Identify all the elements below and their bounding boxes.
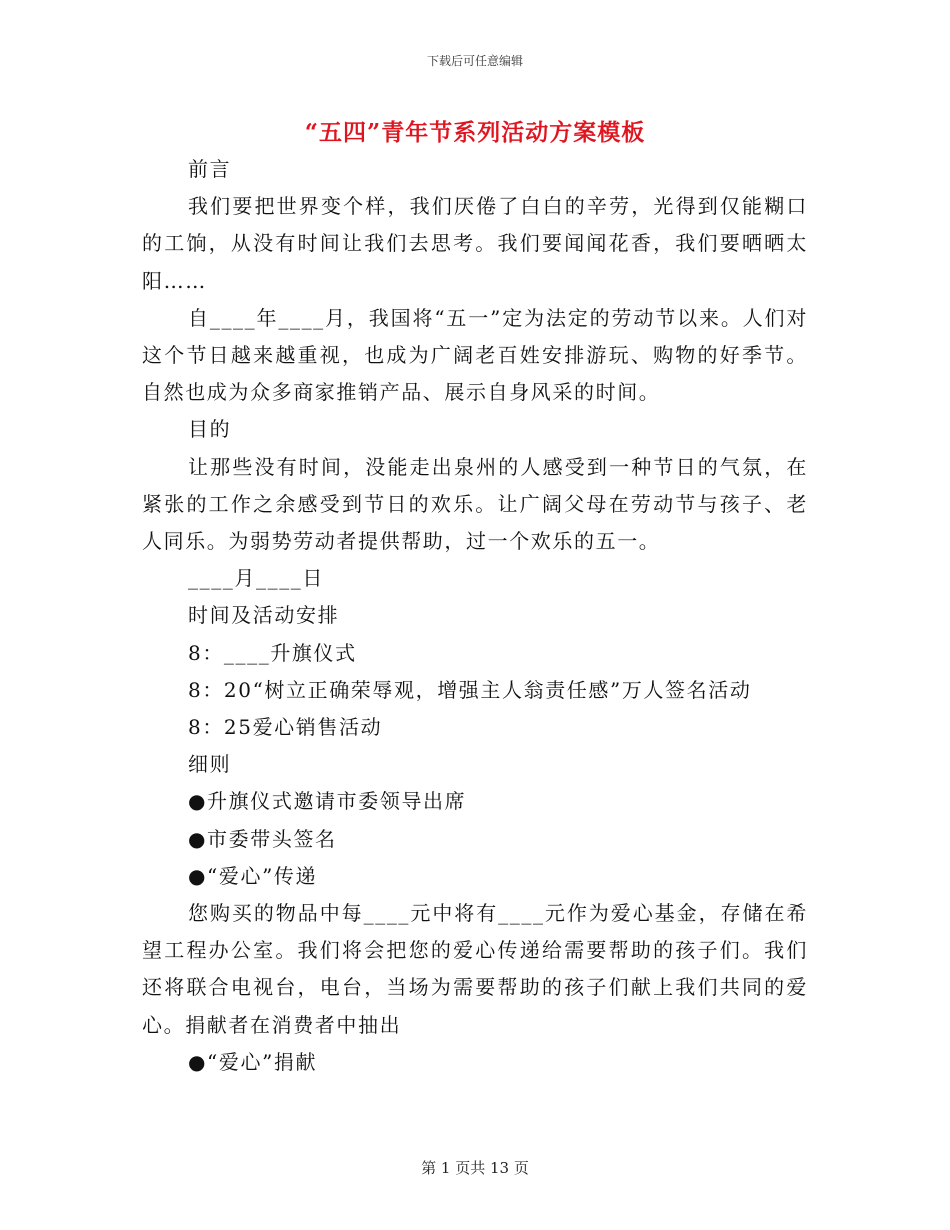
- document-body: [142, 151, 808, 1081]
- schedule-item-charity-sale: 8：25爱心销售活动: [188, 715, 383, 740]
- section-heading-rules: 细则: [188, 752, 232, 777]
- bullet-item-sign: ●市委带头签名: [188, 826, 337, 851]
- section-heading-schedule: 时间及活动安排: [188, 603, 340, 628]
- bullet-item-love-donation: ●“爱心”捐献: [188, 1049, 318, 1074]
- schedule-item-flag-raising: 8：____升旗仪式: [188, 640, 357, 665]
- paragraph-love-fund: 您购买的物品中每____元中将有____元作为爱心基金，存储在希望工程办公室。我们将会把您的爱心传递给需要帮助的孩子们。我们还将联合电视台，电台，当场为需要帮助的孩子们献上我们共同的爱心。捐献者在消费者中抽出: [142, 901, 808, 1037]
- date-line: ____月____日: [188, 566, 324, 591]
- section-heading-preface: 前言: [188, 157, 232, 181]
- schedule-item-signature: 8：20“树立正确荣辱观，增强主人翁责任感”万人签名活动: [188, 677, 752, 702]
- paragraph-background: 自____年____月，我国将“五一”定为法定的劳动节以来。人们对这个节日越来越重视，也成为广阔老百姓安排游玩、购物的好季节。自然也成为众多商家推销产品、展示自身风采的时间。: [142, 305, 808, 405]
- page-header: 下载后可任意编辑: [426, 54, 523, 68]
- bullet-item-love-relay: ●“爱心”传递: [188, 863, 318, 888]
- paragraph-intro-quote: 我们要把世界变个样，我们厌倦了白白的辛劳，光得到仅能糊口的工饷，从没有时间让我们去思考。我们要闻闻花香，我们要晒晒太阳……: [142, 194, 808, 293]
- section-heading-purpose: 目的: [188, 417, 232, 442]
- document-title: “五四”青年节系列活动方案模板: [304, 119, 646, 146]
- paragraph-purpose: 让那些没有时间，没能走出泉州的人感受到一种节日的气氛，在紧张的工作之余感受到节日的欢乐。让广阔父母在劳动节与孩子、老人同乐。为弱势劳动者提供帮助，过一个欢乐的五一。: [142, 454, 808, 554]
- page-footer: 第 1 页共 13 页: [421, 1159, 529, 1177]
- bullet-item-leaders: ●升旗仪式邀请市委领导出席: [188, 789, 467, 814]
